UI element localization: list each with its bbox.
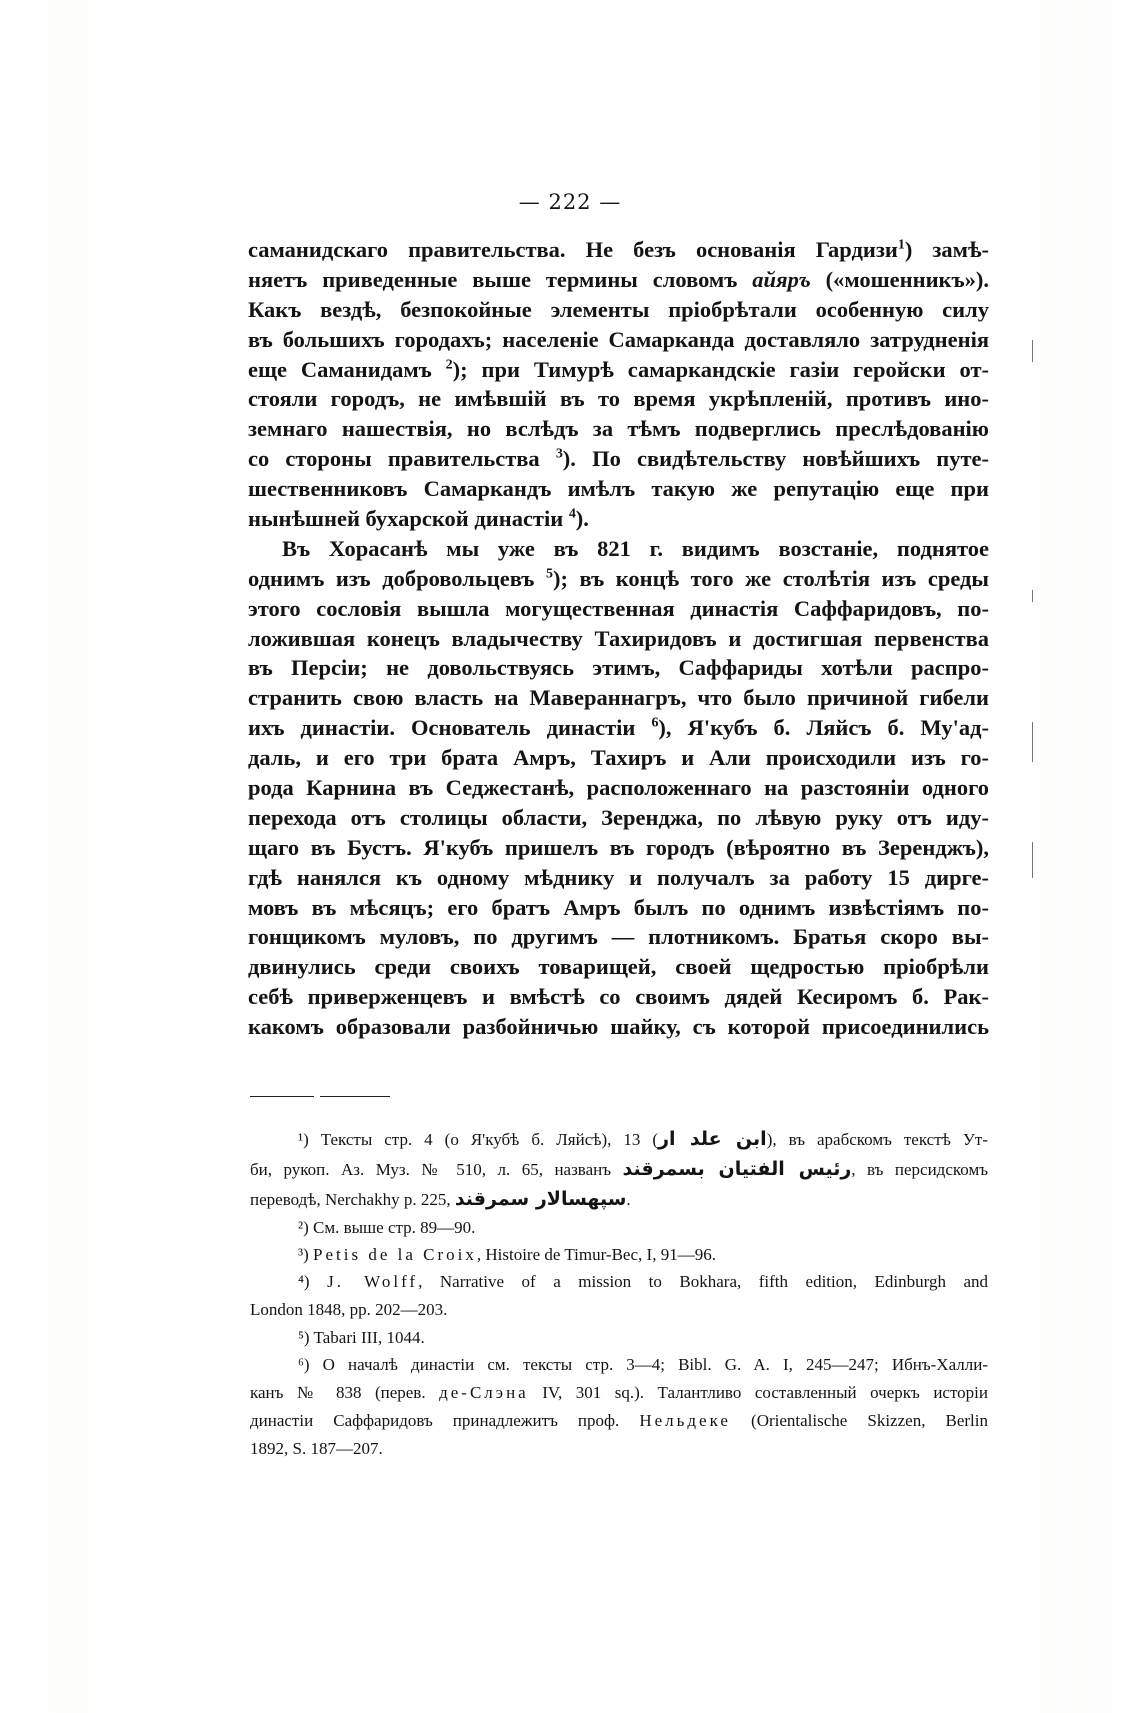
footnote-mark: ³)	[298, 1245, 309, 1264]
footnote-line: ⁶) О началѣ династіи см. тексты стр. 3—4; Bibl. G. A. I, 245—247; Ибнъ-Халли-	[298, 1355, 988, 1374]
text-line: однимъ изъ добровольцевъ $^5$); въ концѣ того же столѣтія изъ среды	[248, 565, 989, 591]
text-line: странить свою власть на Мавераннагръ, что было причиной гибели	[248, 685, 989, 711]
footnotes	[250, 1124, 988, 1463]
text-line: гдѣ нанялся къ одному мѣднику и получалъ за работу 15 дирге-	[248, 864, 989, 890]
text-line: даль, и его три брата Амръ, Тахиръ и Али происходили изъ го-	[248, 745, 989, 771]
footnote-line: переводѣ, Nerchakhy p. 225, سپهسالار سمرقند.	[250, 1188, 631, 1210]
footnote-ref: 3	[555, 446, 563, 462]
author-name: Petis de la Croix	[313, 1245, 477, 1264]
footnote-mark: ⁴)	[298, 1272, 310, 1291]
text-line: со стороны правительства $^3$). По свидѣтельству новѣйшихъ путе-	[248, 446, 989, 472]
footnote-ref: 1	[897, 237, 905, 253]
footnote-line: би, рукоп. Аз. Муз. № 510, л. 65, названъ رئيس الفتيان بسمرقند, въ персидскомъ	[250, 1158, 988, 1180]
text-line: Въ Хорасанѣ мы уже въ 821 г. видимъ возстаніе, поднятое	[282, 535, 989, 561]
text-line: стояли городъ, не имѣвшій въ то время укрѣпленій, противъ ино-	[248, 386, 989, 412]
footnote-line: ¹) Тексты стр. 4 (о Я'кубѣ б. Ляйсѣ), 13 (ابن علد ار), въ арабскомъ текстѣ Ут-	[298, 1128, 988, 1150]
text-line: себѣ приверженцевъ и вмѣстѣ со своимъ дядей Кесиромъ б. Рак-	[248, 984, 989, 1010]
footnote-3	[250, 1241, 988, 1268]
text-line: шественниковъ Самаркандъ имѣлъ такую же репутацію еще при	[248, 476, 989, 502]
footnote-5	[250, 1324, 988, 1351]
page-number: — 222 —	[518, 190, 622, 214]
text-line: гонщикомъ муловъ, по другимъ — плотникомъ. Братья скоро вы-	[248, 924, 989, 950]
footnote-mark: ¹)	[298, 1130, 309, 1149]
scan-margin-mark	[1032, 340, 1033, 362]
text-line: нынѣшней бухарской династіи $^4$).	[248, 506, 589, 532]
text-line: этого сословія вышла могущественная династія Саффаридовъ, по-	[248, 595, 989, 621]
text-line: двинулись среди своихъ товарищей, своей щедростью пріобрѣли	[248, 954, 989, 980]
footnote-line: ³) Petis de la Croix, Histoire de Timur-Bec, I, 91—96.	[298, 1245, 716, 1264]
footnote-line: династіи Саффаридовъ принадлежитъ проф. Нельдеке (Orientalische Skizzen, Berlin	[250, 1411, 988, 1430]
author-name: де-Слэна	[439, 1383, 529, 1402]
text-line: еще Саманидамъ $^2$); при Тимурѣ самаркандскіе газіи геройски от-	[248, 356, 989, 382]
text-line: рода Карнина въ Седжестанѣ, расположеннаго на разстояніи одного	[248, 775, 989, 801]
text-line: ложившая конецъ владычеству Тахиридовъ и достигшая первенства	[248, 625, 989, 651]
footnote-4	[250, 1268, 988, 1324]
text-line: ихъ династіи. Основатель династіи $^6$), Я'кубъ б. Ляйсъ б. Му'ад-	[248, 715, 989, 741]
footnote-line: ⁴) J. Wolff, Narrative of a mission to Bokhara, fifth edition, Edinburgh and	[298, 1272, 989, 1291]
scan-margin-mark	[1032, 722, 1033, 762]
footnote-line: ²) См. выше стр. 89—90.	[298, 1218, 476, 1237]
arabic-text: رئيس الفتيان بسمرقند	[622, 1158, 852, 1180]
footnote-line: 1892, S. 187—207.	[250, 1439, 383, 1458]
footnote-line: London 1848, pp. 202—203.	[250, 1300, 448, 1319]
footnote-ref: 5	[545, 566, 553, 582]
scan-margin-mark	[1032, 590, 1033, 602]
text-line: Какъ вездѣ, безпокойные элементы пріобрѣтали особенную силу	[248, 296, 989, 322]
text-line: какомъ образовали разбойничью шайку, съ которой присоединились	[248, 1014, 989, 1040]
scan-margin-mark	[1032, 842, 1033, 878]
text-line: мовъ въ мѣсяцъ; его братъ Амръ былъ по однимъ извѣстіямъ по-	[248, 894, 989, 920]
italic-term: айяръ	[752, 266, 811, 292]
footnote-2	[250, 1214, 988, 1241]
text-line: няетъ приведенные выше термины словомъ айяръ («мошенникъ»).	[248, 266, 989, 292]
author-name: J. Wolff	[327, 1272, 419, 1291]
text-line: въ Персіи; не довольствуясь этимъ, Саффариды хотѣли распро-	[248, 655, 989, 681]
arabic-text: سپهسالار سمرقند	[454, 1188, 627, 1210]
footnote-line: канъ № 838 (перев. де-Слэна IV, 301 sq.). Талантливо составленный очеркъ исторіи	[250, 1383, 988, 1402]
text-line: саманидскаго правительства. Не безъ основанія Гардизи$^1$) замѣ-	[248, 237, 990, 262]
footnote-mark: ⁶)	[298, 1355, 310, 1374]
footnote-line: ⁵) Tabari III, 1044.	[298, 1328, 425, 1347]
text-line: въ большихъ городахъ; населеніе Самарканда доставляло затрудненія	[248, 326, 989, 352]
footnote-separator	[250, 1096, 314, 1097]
text-line: перехода отъ столицы области, Зеренджа, по лѣвую руку отъ иду-	[248, 804, 989, 830]
author-name: Нельдеке	[639, 1411, 731, 1430]
main-text	[248, 235, 989, 1042]
text-line: щаго въ Бустъ. Я'кубъ пришелъ въ городъ (вѣроятно въ Зеренджъ),	[248, 834, 989, 860]
footnote-1	[250, 1124, 988, 1214]
arabic-text: ابن علد ار	[658, 1128, 767, 1150]
footnote-separator	[320, 1096, 390, 1097]
text-line: земнаго нашествія, но вслѣдъ за тѣмъ подверглись преслѣдованію	[248, 416, 989, 442]
footnote-ref: 4	[568, 506, 576, 522]
footnote-ref: 2	[445, 357, 453, 373]
footnote-mark: ²)	[298, 1218, 309, 1237]
footnote-ref: 6	[651, 715, 659, 731]
footnote-6	[250, 1351, 988, 1463]
footnote-mark: ⁵)	[298, 1328, 310, 1347]
